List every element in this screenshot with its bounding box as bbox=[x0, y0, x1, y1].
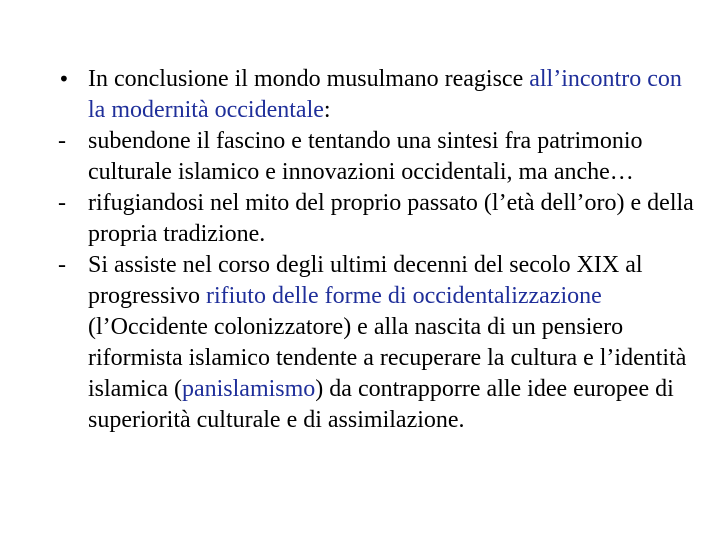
item-text: Si assiste nel corso degli ultimi decenni del secolo XIX al progressivo bbox=[88, 252, 643, 309]
item-text: rifugiandosi nel mito del proprio passato (l’età dell’oro) e della propria tradizione. bbox=[88, 190, 694, 247]
item-text: (l’Occidente colonizzatore) e alla nascita di un pensiero riformista islamico tendente a recuperare la cultura e l’identità islamica ( bbox=[88, 314, 687, 402]
list-item bbox=[58, 64, 698, 126]
item-text: In conclusione il mondo musulmano reagisce bbox=[88, 66, 530, 92]
slide-body bbox=[58, 64, 698, 436]
highlighted-text: rifiuto delle forme di occidentalizzazione bbox=[205, 283, 602, 309]
dash-marker: - bbox=[58, 252, 66, 278]
dash-marker: - bbox=[58, 128, 66, 154]
item-text: : bbox=[323, 97, 331, 123]
item-text: ) da contrapporre alle idee europee di superiorità culturale e di assimilazione. bbox=[88, 376, 674, 433]
highlighted-text: all’incontro con la modernità occidentale bbox=[88, 66, 682, 123]
highlighted-text: panislamismo bbox=[181, 376, 316, 402]
item-text: subendone il fascino e tentando una sintesi fra patrimonio culturale islamico e innovazioni occidentali, ma anche… bbox=[88, 128, 643, 185]
bullet-marker: • bbox=[58, 67, 70, 91]
dash-marker: - bbox=[58, 190, 66, 216]
list-item bbox=[58, 188, 698, 250]
list-item bbox=[58, 126, 698, 188]
list-item bbox=[58, 250, 698, 436]
